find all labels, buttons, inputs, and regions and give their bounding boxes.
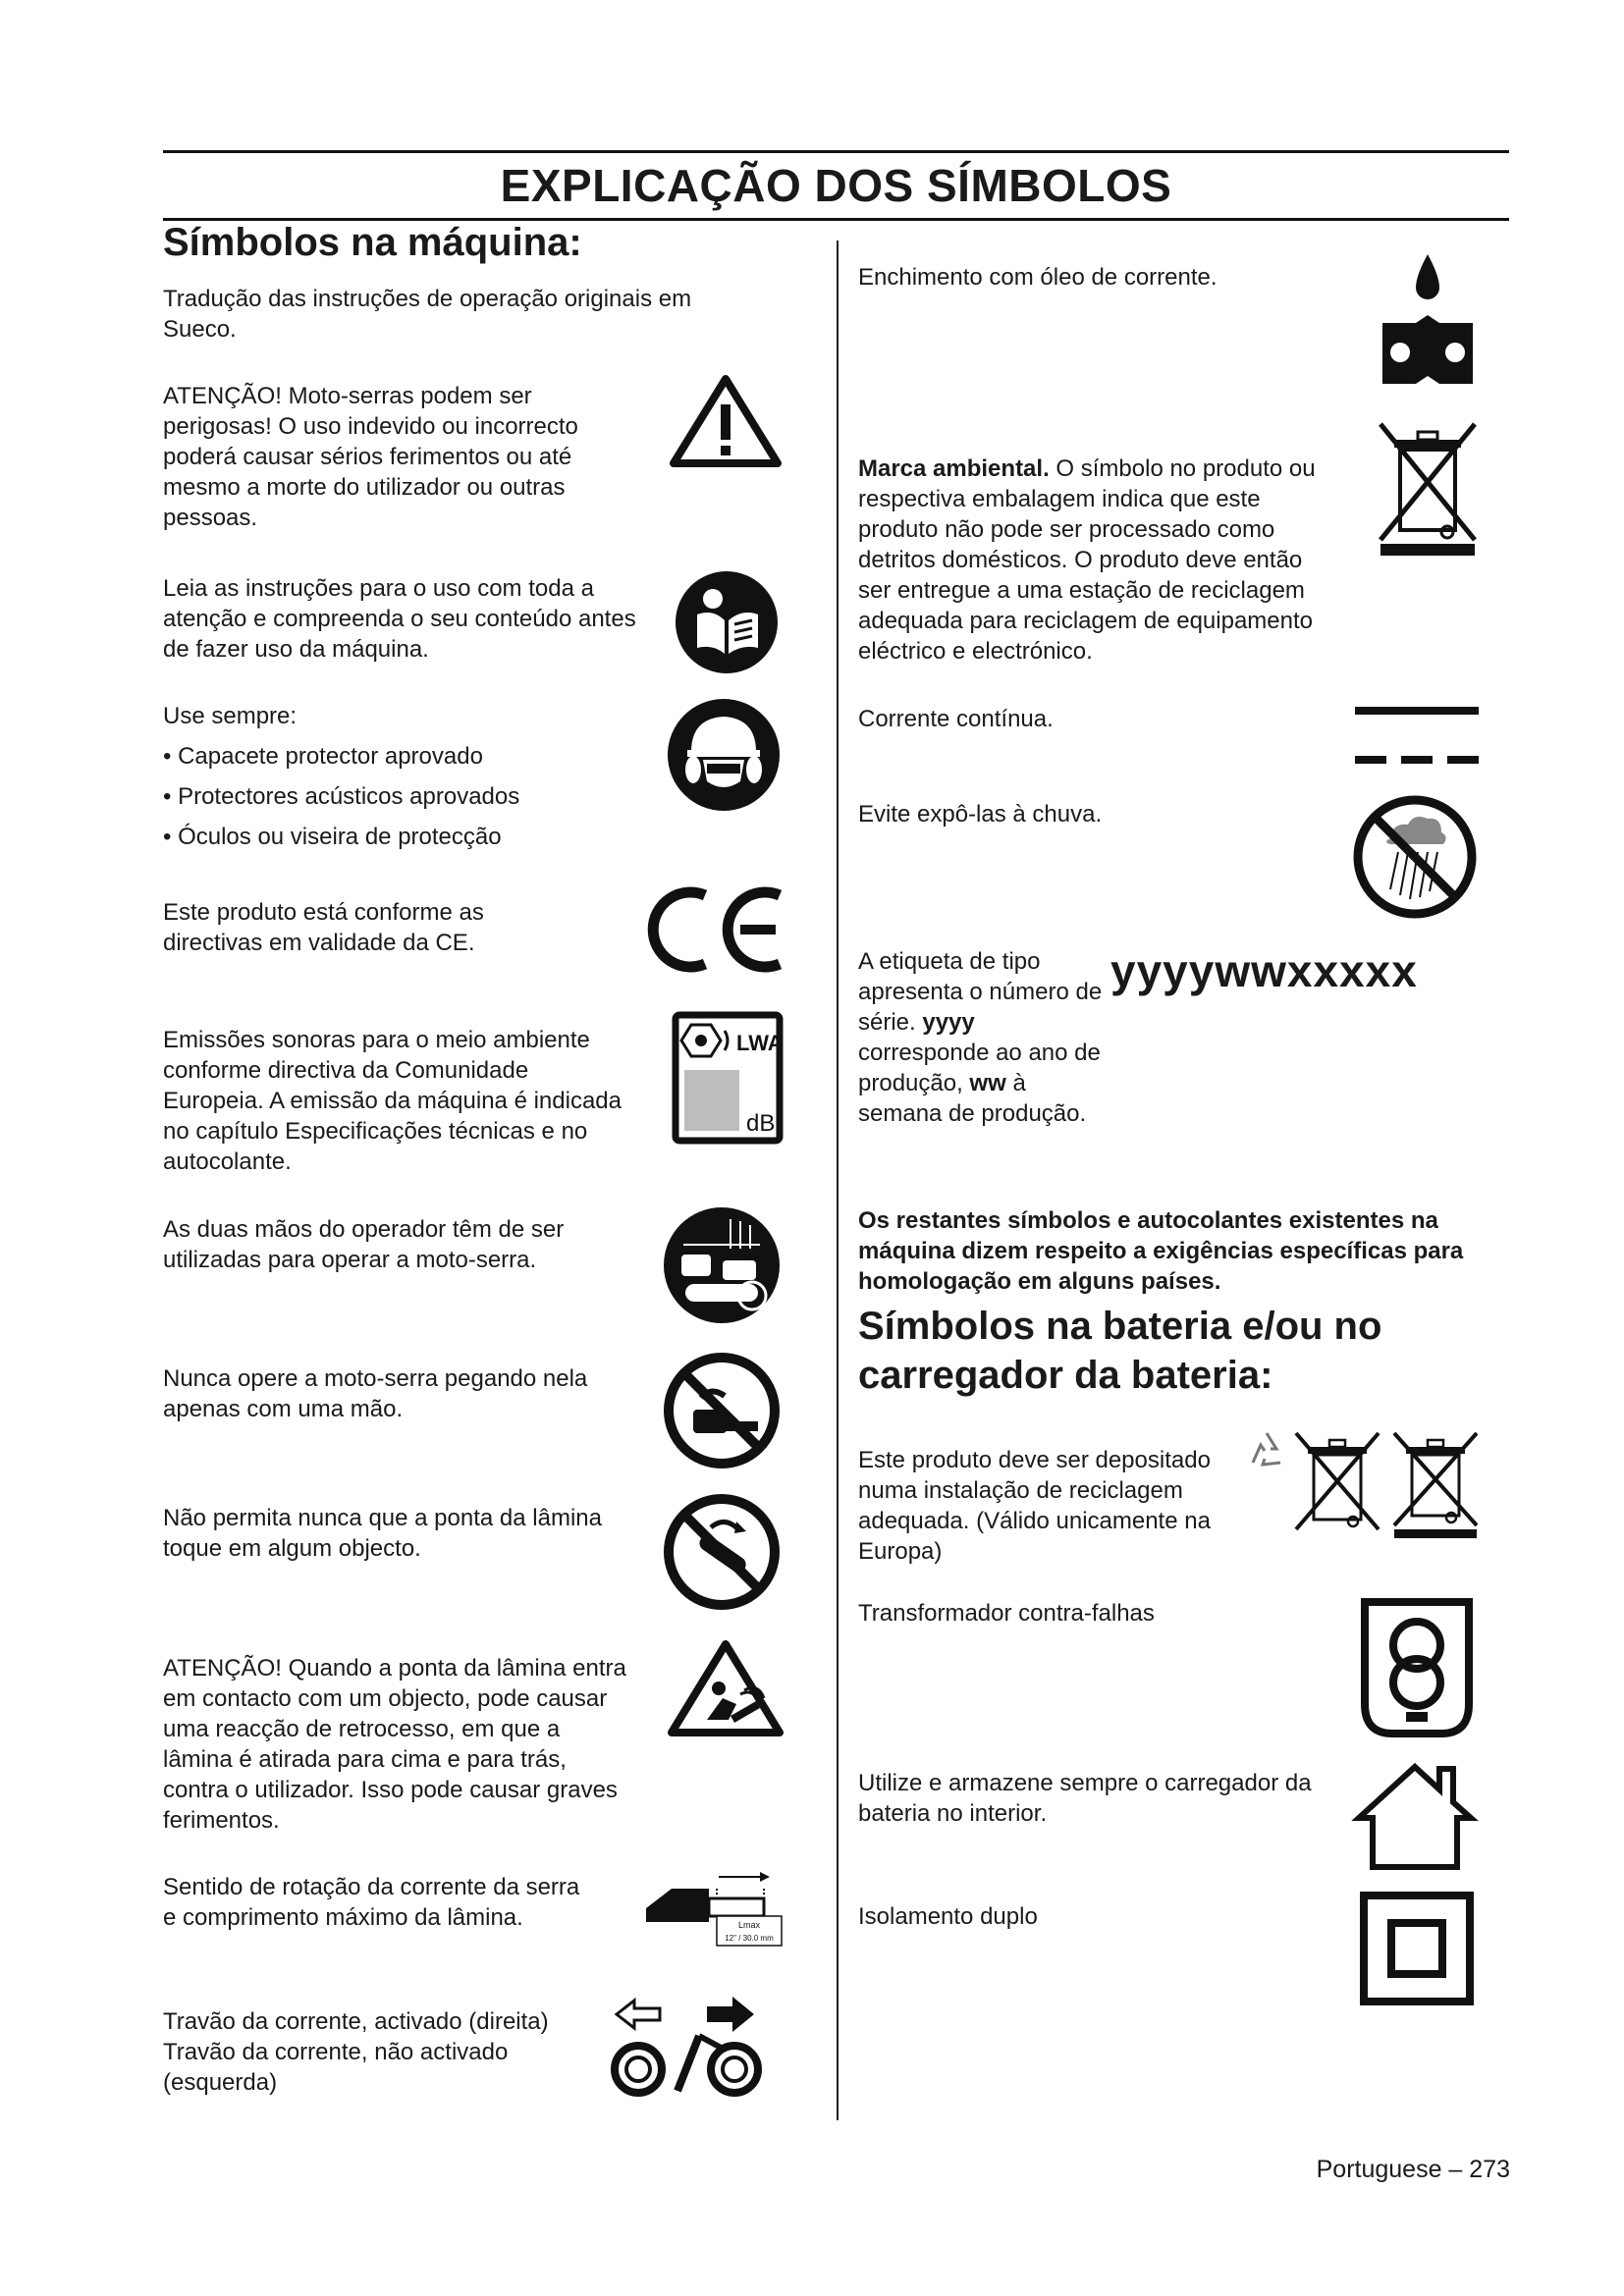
noise-lwa-label: LWA <box>736 1031 784 1055</box>
recycle-icon <box>1247 1429 1286 1474</box>
noise-level-icon <box>672 1011 784 1145</box>
warning-triangle-icon <box>668 373 784 469</box>
two-hands-icon <box>662 1205 782 1325</box>
one-hand-text: Nunca opere a moto-serra pegando nela apenas com uma mão. <box>163 1365 588 1422</box>
section-heading-machine: Símbolos na máquina: <box>163 221 582 264</box>
ce-text: Este produto está conforme as directivas em validade da CE. <box>163 899 484 956</box>
chain-oil-text: Enchimento com óleo de corrente. <box>858 264 1218 291</box>
chain-brake-text: Travão da corrente, activado (direita) Travão da corrente, não activado (esquerda) <box>163 2008 549 2096</box>
environmental-mark-text: Marca ambiental. O símbolo no produto ou respectiva embalagem indica que este produto não pode ser processado como detritos domésticos. O produto deve então ser entregue a uma estação de reciclagem adequada para reciclagem de equipamento eléctrico e electrónico. <box>858 455 1316 665</box>
ppe-item: • Protectores acústicos aprovados <box>163 783 520 810</box>
indoor-use-text: Utilize e armazene sempre o carregador da bateria no interior. <box>858 1770 1312 1827</box>
bar-length-label: 12" / 30.0 mm <box>725 1934 774 1943</box>
transformer-text: Transformador contra-falhas <box>858 1600 1155 1627</box>
ppe-item: • Capacete protector aprovado <box>163 743 483 770</box>
chain-brake-icon <box>607 1993 780 2101</box>
type-label-text: A etiqueta de tipo apresenta o número de série. yyyy corresponde ao ano de produção, ww à semana de produção. <box>858 948 1103 1127</box>
chain-direction-icon <box>638 1863 787 1951</box>
two-hands-text: As duas mãos do operador têm de ser utilizadas para operar a moto-serra. <box>163 1216 565 1273</box>
direct-current-text: Corrente contínua. <box>858 706 1054 732</box>
bar-tip-text: Não permita nunca que a ponta da lâmina toque em algum objecto. <box>163 1505 602 1562</box>
safety-transformer-icon <box>1359 1596 1475 1739</box>
protective-gear-icon <box>666 697 782 813</box>
chain-rotation-text: Sentido de rotação da corrente da serra e comprimento máximo da lâmina. <box>163 1874 580 1931</box>
remaining-symbols-note: Os restantes símbolos e autocolantes existentes na máquina dizem respeito a exigências específicas para homologação em alguns países. <box>858 1207 1464 1295</box>
column-divider <box>837 240 839 2120</box>
no-one-hand-icon <box>662 1351 782 1470</box>
warning-text: ATENÇÃO! Moto-serras podem ser perigosas! O uso indevido ou incorrecto poderá causar sérios ferimentos ou até mesmo a morte do utilizador ou outras pessoas. <box>163 383 578 531</box>
section-heading-battery: Símbolos na bateria e/ou no carregador da bateria: <box>858 1305 1382 1397</box>
weee-bin-icon <box>1373 414 1483 558</box>
noise-emission-text: Emissões sonoras para o meio ambiente conforme directiva da Comunidade Europeia. A emissão da máquina é indicada no capítulo Especificações técnicas e no autocolante. <box>163 1027 622 1175</box>
weee-bin-icon-2 <box>1290 1427 1384 1539</box>
indoor-house-icon <box>1351 1761 1479 1873</box>
weee-bin-icon-3 <box>1388 1427 1483 1539</box>
no-tip-contact-icon <box>662 1492 782 1612</box>
ce-mark-icon <box>644 880 789 978</box>
double-insulation-text: Isolamento duplo <box>858 1903 1038 1930</box>
ppe-list <box>163 741 634 862</box>
recycling-text: Este produto deve ser depositado numa instalação de reciclagem adequada. (Válido unicamente na Europa) <box>858 1447 1211 1565</box>
ppe-item: • Óculos ou viseira de protecção <box>163 824 502 850</box>
kickback-warning-text: ATENÇÃO! Quando a ponta da lâmina entra em contacto com um objecto, pode causar uma reacção de retrocesso, em que a lâmina é atirada para cima e para trás, contra o utilizador. Isso pode causar graves ferimentos. <box>163 1655 626 1834</box>
page-title: EXPLICAÇÃO DOS SÍMBOLOS <box>500 160 1172 211</box>
intro-text: Tradução das instruções de operação originais em Sueco. <box>163 286 692 343</box>
serial-number-format: yyyywwxxxxx <box>1110 945 1418 996</box>
kickback-warning-icon <box>668 1639 784 1737</box>
lmax-label: Lmax <box>737 1920 761 1930</box>
avoid-rain-text: Evite expô-las à chuva. <box>858 801 1103 828</box>
page-footer: Portuguese – 273 <box>1316 2156 1510 2183</box>
direct-current-icon <box>1351 701 1483 770</box>
read-manual-icon <box>674 569 780 675</box>
top-rule <box>163 150 1509 153</box>
environmental-mark-bold: Marca ambiental. <box>858 455 1050 482</box>
read-instructions-text: Leia as instruções para o uso com toda a atenção e compreenda o seu conteúdo antes de fazer uso da máquina. <box>163 575 636 663</box>
no-rain-icon <box>1351 793 1479 921</box>
noise-db-label: dB <box>746 1110 776 1137</box>
chain-oil-icon <box>1373 250 1483 390</box>
use-always-label: Use sempre: <box>163 703 298 729</box>
double-insulation-icon <box>1359 1891 1475 2006</box>
